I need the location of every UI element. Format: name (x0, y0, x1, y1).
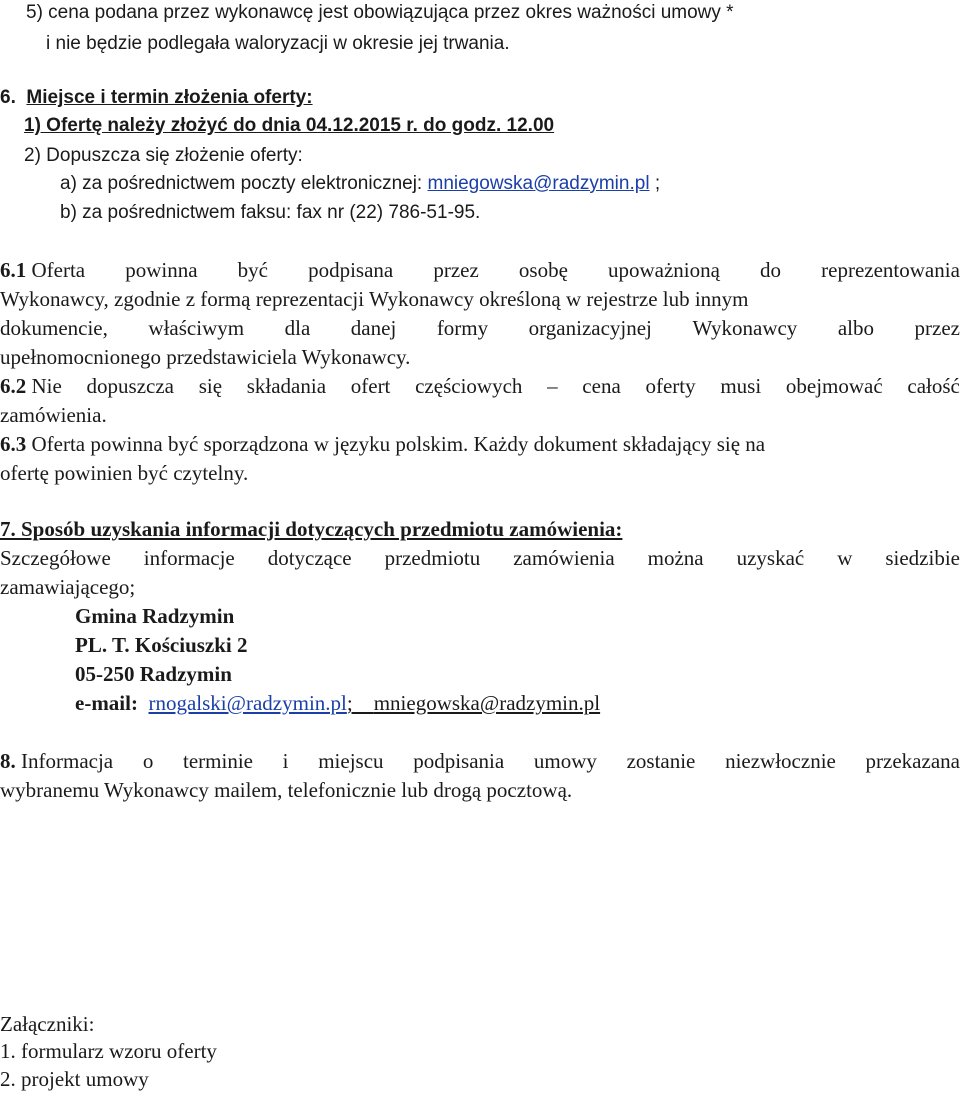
address-city: 05-250 Radzymin (75, 662, 232, 686)
section-7-l1-word: uzyskać (736, 546, 805, 570)
section-7-l1-word: przedmiotu (384, 546, 481, 570)
section-6-item-1: 1) Ofertę należy złożyć do dnia 04.12.2015 r. do godz. 12.00 (24, 115, 555, 136)
section-8-word: zostanie (626, 749, 696, 773)
section-6-3-line2: ofertę powinien być czytelny. (0, 461, 249, 485)
section-8-word: i (282, 749, 289, 773)
section-8-line1 (0, 748, 960, 774)
section-7-l1-word: zamówienia (513, 546, 615, 570)
section-6-1-l3-word: dla (284, 316, 311, 340)
address-name: Gmina Radzymin (75, 604, 235, 628)
section-6-2-word: dopuszcza (86, 374, 174, 398)
section-6-2-word: ofert (350, 374, 391, 398)
section-6-1-line1 (0, 257, 960, 283)
section-6-1-word: reprezentowania (821, 258, 960, 282)
item-2a-tail: ; (649, 173, 661, 194)
section-7-l1-word: informacje (143, 546, 235, 570)
section-6-1-l3-word: danej (350, 316, 397, 340)
section-8-line2: wybranemu Wykonawcy mailem, telefonicznie lub drogą pocztową. (0, 778, 573, 802)
attachments-title: Załączniki: (0, 1012, 95, 1036)
section-6-2-word: całość (907, 374, 960, 398)
section-7-title: 7. Sposób uzyskania informacji dotyczących przedmiotu zamówienia: (0, 517, 623, 541)
section-6-2-word: musi (720, 374, 762, 398)
section-6-1-line2: Wykonawcy, zgodnie z formą reprezentacji Wykonawcy określoną w rejestrze lub innym (0, 287, 749, 311)
section-8-word: o (142, 749, 154, 773)
section-6-3-line1 (0, 431, 765, 457)
section-6-1-word: podpisana (308, 258, 394, 282)
section-6-1-word: upoważnioną (607, 258, 720, 282)
section-8-word: podpisania (413, 749, 505, 773)
section-6-2-word: cena (582, 374, 621, 398)
section-6-1-word: być (237, 258, 268, 282)
section-6-1-l3-word: albo (837, 316, 874, 340)
section-7-l1-word: Szczegółowe (0, 546, 111, 570)
section-6-1-word: powinna (125, 258, 198, 282)
address-street: PL. T. Kościuszki 2 (75, 633, 248, 657)
email-link-mniegowska-2[interactable]: mniegowska@radzymin.pl (373, 691, 601, 715)
section-6-item-2b: b) za pośrednictwem faksu: fax nr (22) 786-51-95. (60, 202, 481, 223)
section-7-l1-word: dotyczące (267, 546, 352, 570)
email-link-rnogalski[interactable]: rnogalski@radzymin.pl (148, 691, 347, 715)
email-link-mniegowska[interactable]: mniegowska@radzymin.pl (427, 173, 650, 194)
section-8-word: umowy (533, 749, 597, 773)
section-8-word: niezwłocznie (725, 749, 836, 773)
section-7-l1-word: można (647, 546, 704, 570)
section-6-title: Miejsce i termin złożenia oferty: (26, 87, 313, 108)
section-6-2-word: się (198, 374, 223, 398)
section-7-l1-word: siedzibie (885, 546, 960, 570)
email-label: e-mail: (75, 691, 138, 715)
section-8-lead: 8. Informacja (0, 749, 114, 773)
section-6-1-l3-word: właściwym (148, 316, 245, 340)
section-8-word: terminie (183, 749, 253, 773)
section-6-2-word: – (547, 374, 558, 398)
section-6-number: 6. (0, 87, 16, 108)
section-6-heading (0, 85, 313, 111)
section-6-2-lead: 6.2 Nie (0, 374, 62, 398)
section-6-1-l3-word: organizacyjnej (528, 316, 652, 340)
section-6-1-line3 (0, 315, 960, 341)
price-clause-line2: i nie będzie podlegała waloryzacji w okresie jej trwania. (46, 33, 510, 54)
section-8-word: przekazana (865, 749, 960, 773)
section-6-1-lead: 6.1 Oferta (0, 258, 86, 282)
section-6-2-number: 6.2 (0, 374, 27, 398)
section-7-line1 (0, 545, 960, 571)
section-6-2-word: oferty (645, 374, 696, 398)
email-separator: ; (346, 691, 374, 715)
section-6-1-word: osobę (518, 258, 568, 282)
section-6-2-word: obejmować (785, 374, 883, 398)
item-2a-text: a) za pośrednictwem poczty elektronicznej: (60, 173, 428, 194)
section-7-line2: zamawiającego; (0, 575, 136, 599)
section-6-item-2a (60, 171, 660, 197)
section-6-3-number: 6.3 (0, 432, 27, 456)
section-6-1-l3-word: formy (436, 316, 489, 340)
section-6-item-2: 2) Dopuszcza się złożenie oferty: (24, 145, 303, 166)
attachment-item-1: 1. formularz wzoru oferty (0, 1039, 217, 1063)
section-8-word: miejscu (318, 749, 384, 773)
price-clause-line1: 5) cena podana przez wykonawcę jest obowiązująca przez okres ważności umowy * (26, 2, 734, 23)
section-6-1-word: przez (433, 258, 479, 282)
section-6-1-number: 6.1 (0, 258, 27, 282)
section-7-l1-word: w (837, 546, 853, 570)
section-6-1-line4: upełnomocnionego przedstawiciela Wykonawcy. (0, 345, 411, 369)
section-6-2-word: składania (246, 374, 327, 398)
section-6-1-l3-word: przez (914, 316, 960, 340)
attachment-item-2: 2. projekt umowy (0, 1067, 149, 1091)
section-6-2-line2: zamówienia. (0, 403, 107, 427)
address-emails (75, 690, 600, 716)
section-6-1-l3-word: dokumencie, (0, 316, 108, 340)
section-6-3-text: Oferta powinna być sporządzona w języku polskim. Każdy dokument składający się na (26, 432, 766, 456)
section-8-number: 8. (0, 749, 16, 773)
section-6-1-l3-word: Wykonawcy (692, 316, 798, 340)
section-6-2-word: częściowych (415, 374, 523, 398)
section-6-2-line1 (0, 373, 960, 399)
section-6-1-word: do (760, 258, 782, 282)
